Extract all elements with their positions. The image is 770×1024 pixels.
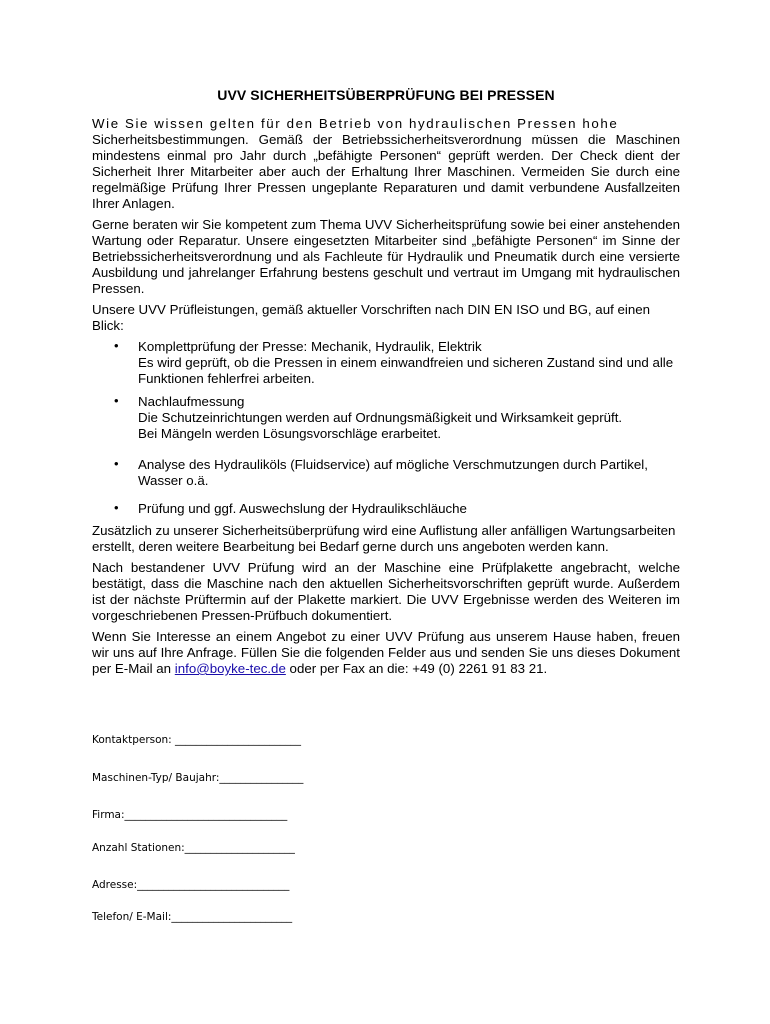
- contact-text-before: Wenn Sie Interesse an einem Angebot zu einer UVV Prüfung aus unserem Hause haben, freuen wir uns auf Ihre Anfrage. Füllen Sie die folgenden Felder aus und senden Sie uns dieses Dokument per E-Mail an: [92, 629, 680, 676]
- list-item-detail: Die Schutzeinrichtungen werden auf Ordnungsmäßigkeit und Wirksamkeit geprüft.: [138, 410, 623, 425]
- contact-text-after: oder per Fax an die: +49 (0) 2261 91 83 21.: [285, 661, 548, 676]
- contact-person-field[interactable]: Kontaktperson: ________________________: [92, 734, 302, 746]
- list-item-heading: Komplettprüfung der Presse: Mechanik, Hydraulik, Elektrik: [138, 339, 482, 354]
- bullet-icon: •: [114, 393, 119, 408]
- list-item: [92, 394, 680, 442]
- email-link[interactable]: info@boyke-tec.de: [174, 661, 286, 676]
- intro-first-line: Wie Sie wissen gelten für den Betrieb von hydraulischen Pressen hohe: [92, 116, 619, 131]
- list-item: [92, 339, 680, 387]
- stations-count-field[interactable]: Anzahl Stationen:_____________________: [92, 842, 295, 854]
- list-item-detail: Es wird geprüft, ob die Pressen in einem einwandfreien und sicheren Zustand sind und alle Funktionen fehlerfrei arbeiten.: [138, 355, 674, 386]
- company-field[interactable]: Firma:_______________________________: [92, 809, 288, 821]
- machine-type-field[interactable]: Maschinen-Typ/ Baujahr:________________: [92, 772, 304, 784]
- list-item: [92, 501, 680, 517]
- list-item-detail: Bei Mängeln werden Lösungsvorschläge erarbeitet.: [138, 426, 442, 441]
- intro-paragraph: [92, 116, 680, 212]
- consulting-paragraph: Gerne beraten wir Sie kompetent zum Thema UVV Sicherheitsprüfung sowie bei einer anstehenden Wartung oder Reparatur. Unsere eingesetzten Mitarbeiter sind „befähigte Personen“ im Sinne der Betriebssicherheitsverordnung und als Fachleute für Hydraulik und Pneumatik durch eine versierte Ausbildung und jahrelanger Erfahrung bestens geschult und vertraut im Umgang mit hydraulischen Pressen.: [92, 217, 680, 296]
- address-field[interactable]: Adresse:_____________________________: [92, 879, 290, 891]
- list-item-heading: Prüfung und ggf. Auswechslung der Hydraulikschläuche: [138, 501, 467, 516]
- intro-rest: Sicherheitsbestimmungen. Gemäß der Betriebssicherheitsverordnung müssen die Maschinen mindestens einmal pro Jahr durch „befähigte Personen“ geprüft werden. Der Check dient der Sicherheit Ihrer Mitarbeiter aber auch der Erhaltung Ihrer Maschinen. Vermeiden Sie durch eine regelmäßige Prüfung Ihrer Pressen ungeplante Reparaturen und damit verbundene Ausfallzeiten Ihrer Anlagen.: [92, 132, 680, 211]
- list-item-heading: Analyse des Hydrauliköls (Fluidservice) auf mögliche Verschmutzungen durch Partikel, Wasser o.ä.: [138, 457, 648, 488]
- document-body: [92, 116, 680, 682]
- bullet-icon: •: [114, 338, 119, 353]
- page-title: UVV SICHERHEITSÜBERPRÜFUNG BEI PRESSEN: [217, 87, 555, 103]
- phone-email-field[interactable]: Telefon/ E-Mail:_______________________: [92, 911, 293, 923]
- inspection-result-paragraph: Nach bestandener UVV Prüfung wird an der Maschine eine Prüfplakette angebracht, welche bestätigt, dass die Maschine nach den aktuellen Sicherheitsvorschriften geprüft wurde. Außerdem ist der nächste Prüftermin auf der Plakette markiert. Die UVV Ergebnisse werden des Weiteren im vorgeschriebenen Pressen-Prüfbuch dokumentiert.: [92, 560, 680, 623]
- contact-paragraph: [92, 629, 680, 677]
- services-intro-paragraph: Unsere UVV Prüfleistungen, gemäß aktueller Vorschriften nach DIN EN ISO und BG, auf einen Blick:: [92, 302, 651, 333]
- bullet-icon: •: [114, 500, 119, 515]
- bullet-icon: •: [114, 456, 119, 471]
- services-list: [92, 339, 680, 517]
- list-item: [92, 457, 680, 489]
- maintenance-paragraph: Zusätzlich zu unserer Sicherheitsüberprüfung wird eine Auflistung aller anfälligen Wartungsarbeiten erstellt, deren weitere Bearbeitung bei Bedarf gerne durch uns angeboten werden kann.: [92, 523, 676, 554]
- list-item-heading: Nachlaufmessung: [138, 394, 245, 409]
